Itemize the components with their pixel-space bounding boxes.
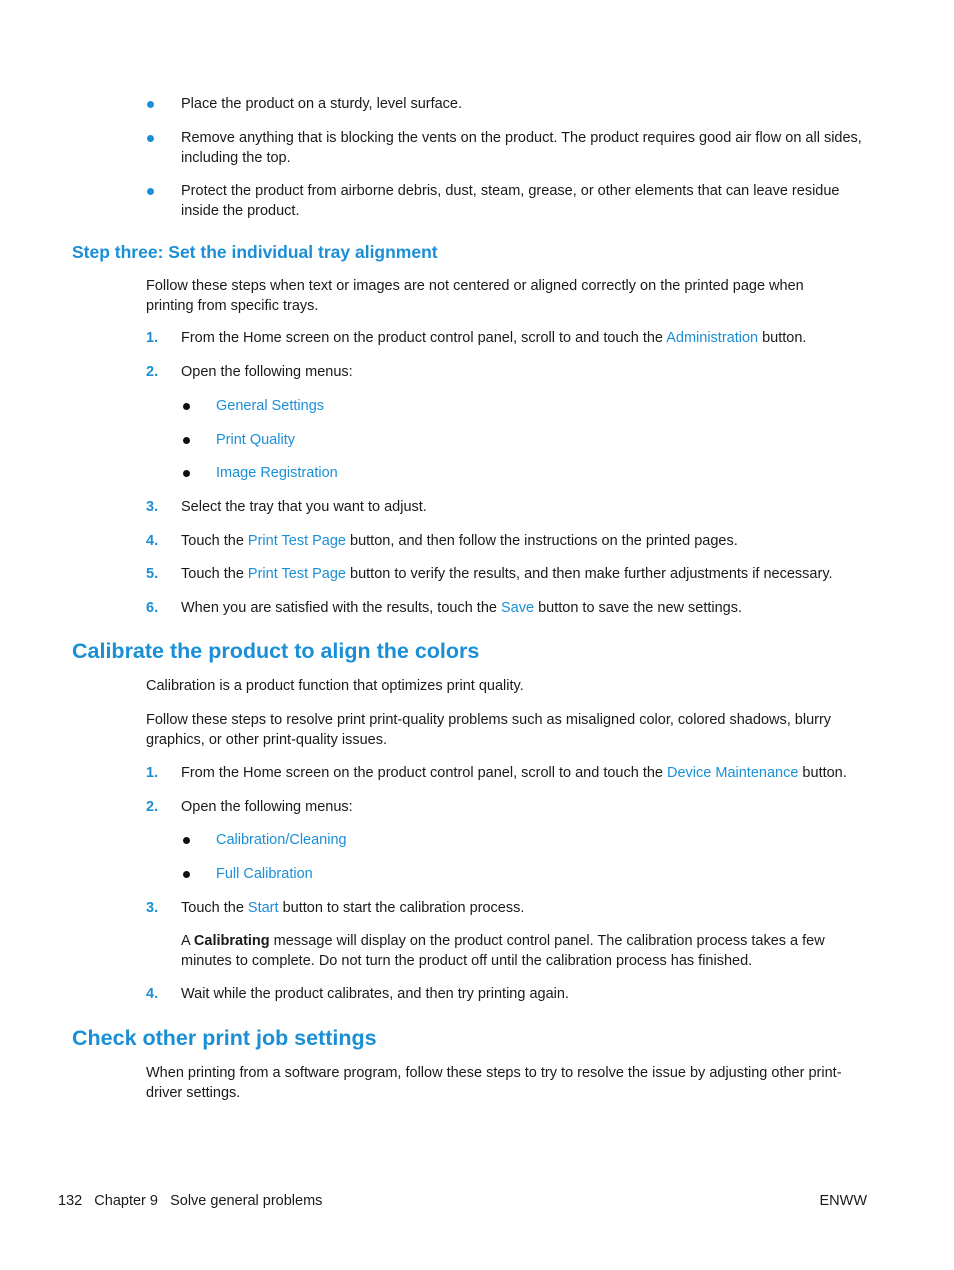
footer-code: ENWW (819, 1193, 867, 1209)
step-text: Touch the Print Test Page button, and then follow the instructions on the printed pages. (181, 533, 738, 549)
bullet-icon (147, 135, 154, 142)
page-footer (58, 1192, 322, 1211)
bullet-icon (183, 403, 190, 410)
step-number: 6. (146, 600, 159, 616)
step-text: From the Home screen on the product control panel, scroll to and touch the Device Maintenance button. (181, 765, 847, 781)
paragraph: Follow these steps when text or images are not centered or aligned correctly on the printed page when printing from specific trays. (146, 278, 804, 314)
menu-link-start[interactable]: Start (247, 900, 279, 916)
menu-link-image-registration[interactable]: Image Registration (216, 465, 338, 481)
step-number: 1. (146, 765, 159, 781)
menu-link-full-calibration[interactable]: Full Calibration (216, 866, 313, 882)
paragraph: Follow these steps to resolve print print-quality problems such as misaligned color, colored shadows, blurry graphics, or other print-quality issues. (146, 712, 832, 748)
menu-link-save[interactable]: Save (500, 600, 535, 616)
paragraph: When printing from a software program, follow these steps to try to resolve the issue by adjusting other print-driver settings. (146, 1065, 842, 1101)
paragraph: Calibration is a product function that optimizes print quality. (146, 678, 524, 694)
step-number: 3. (146, 900, 159, 916)
menu-link-general-settings[interactable]: General Settings (216, 398, 325, 414)
list-item: Protect the product from airborne debris, dust, steam, grease, or other elements that can leave residue inside the product. (181, 183, 840, 219)
step-text: Touch the Start button to start the calibration process. (181, 900, 525, 916)
step-number: 2. (146, 799, 159, 815)
bullet-icon (147, 188, 154, 195)
step-text: When you are satisfied with the results, touch the Save button to save the new settings. (181, 600, 743, 616)
menu-link-print-quality[interactable]: Print Quality (216, 432, 295, 448)
menu-link-administration[interactable]: Administration (666, 330, 759, 346)
step-text: Touch the Print Test Page button to verify the results, and then make further adjustments if necessary. (181, 566, 833, 582)
menu-link-calibration-cleaning[interactable]: Calibration/Cleaning (216, 832, 347, 848)
menu-link-print-test-page[interactable]: Print Test Page (247, 533, 346, 549)
section-heading: Calibrate the product to align the colors (72, 639, 480, 663)
chapter-label: Chapter 9 (94, 1193, 158, 1209)
step-number: 3. (146, 499, 159, 515)
list-item: Place the product on a sturdy, level surface. (181, 96, 463, 112)
bullet-icon (183, 470, 190, 477)
chapter-title: Solve general problems (170, 1193, 323, 1209)
step-text: From the Home screen on the product control panel, scroll to and touch the Administration button. (181, 330, 807, 346)
step-number: 1. (146, 330, 159, 346)
page-number: 132 (58, 1193, 83, 1209)
list-item: Remove anything that is blocking the vents on the product. The product requires good air flow on all sides, including the top. (181, 130, 862, 166)
bullet-icon (183, 837, 190, 844)
step-text: Wait while the product calibrates, and then try printing again. (181, 986, 569, 1002)
step-number: 5. (146, 566, 159, 582)
step-number: 2. (146, 364, 159, 380)
section-heading: Check other print job settings (72, 1026, 377, 1050)
step-note: A Calibrating message will display on the product control panel. The calibration process takes a few minutes to complete. Do not turn the product off until the calibration process has finished. (181, 933, 825, 969)
step-text: Select the tray that you want to adjust. (181, 499, 427, 515)
step-text: Open the following menus: (181, 799, 353, 815)
bullet-icon (183, 437, 190, 444)
menu-link-device-maintenance[interactable]: Device Maintenance (667, 765, 799, 781)
step-number: 4. (146, 986, 159, 1002)
step-number: 4. (146, 533, 159, 549)
bullet-icon (147, 101, 154, 108)
section-heading: Step three: Set the individual tray alignment (72, 242, 438, 262)
step-text: Open the following menus: (181, 364, 353, 380)
menu-link-print-test-page[interactable]: Print Test Page (247, 566, 346, 582)
bullet-icon (183, 871, 190, 878)
